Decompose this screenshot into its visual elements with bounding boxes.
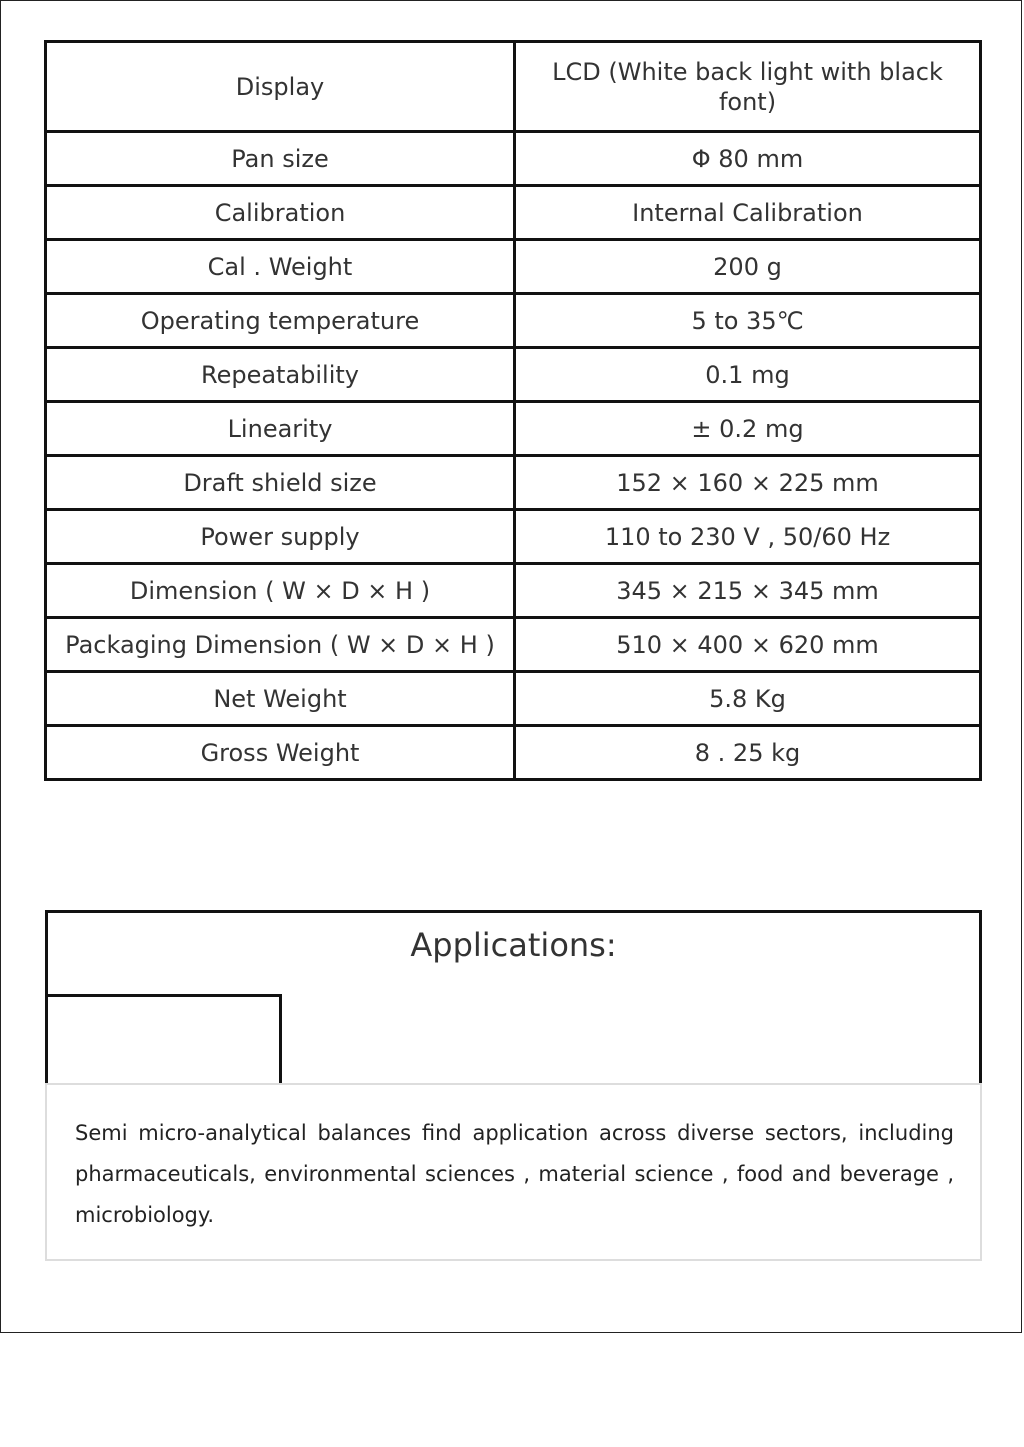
spec-label: Linearity <box>46 402 515 456</box>
table-row <box>46 240 981 294</box>
spec-value: 5.8 Kg <box>515 672 981 726</box>
table-row <box>46 186 981 240</box>
spec-label: Power supply <box>46 510 515 564</box>
spec-value: 345 × 215 × 345 mm <box>515 564 981 618</box>
table-row <box>46 672 981 726</box>
table-row <box>46 564 981 618</box>
applications-description-panel <box>45 1083 982 1261</box>
spec-value: Internal Calibration <box>515 186 981 240</box>
spec-label: Dimension ( W × D × H ) <box>46 564 515 618</box>
spec-label: Cal . Weight <box>46 240 515 294</box>
table-row <box>46 510 981 564</box>
spec-value: 200 g <box>515 240 981 294</box>
spec-label: Packaging Dimension ( W × D × H ) <box>46 618 515 672</box>
spec-label: Gross Weight <box>46 726 515 780</box>
image-placeholder-frame <box>45 994 282 1084</box>
spec-value: ± 0.2 mg <box>515 402 981 456</box>
spec-label: Draft shield size <box>46 456 515 510</box>
specifications-table <box>44 40 982 781</box>
spec-value: 510 × 400 × 620 mm <box>515 618 981 672</box>
spec-label: Net Weight <box>46 672 515 726</box>
table-row <box>46 348 981 402</box>
applications-section <box>45 910 982 1260</box>
applications-heading: Applications: <box>410 926 617 964</box>
applications-description: Semi micro-analytical balances find application across diverse sectors, including pharmaceuticals, environmental sciences , material science , food and beverage , microbiology. <box>75 1121 954 1227</box>
spec-label: Operating temperature <box>46 294 515 348</box>
spec-value: 5 to 35℃ <box>515 294 981 348</box>
spec-label: Pan size <box>46 132 515 186</box>
spec-value: 0.1 mg <box>515 348 981 402</box>
spec-label: Calibration <box>46 186 515 240</box>
table-row <box>46 726 981 780</box>
table-row <box>46 294 981 348</box>
spec-label: Display <box>46 42 515 132</box>
table-row <box>46 42 981 132</box>
spec-label: Repeatability <box>46 348 515 402</box>
spec-value: Φ 80 mm <box>515 132 981 186</box>
table-row <box>46 132 981 186</box>
spec-value: LCD (White back light with black font) <box>515 42 981 132</box>
table-row <box>46 402 981 456</box>
spec-value: 8 . 25 kg <box>515 726 981 780</box>
spec-value: 110 to 230 V , 50/60 Hz <box>515 510 981 564</box>
table-row <box>46 456 981 510</box>
spec-value: 152 × 160 × 225 mm <box>515 456 981 510</box>
table-row <box>46 618 981 672</box>
